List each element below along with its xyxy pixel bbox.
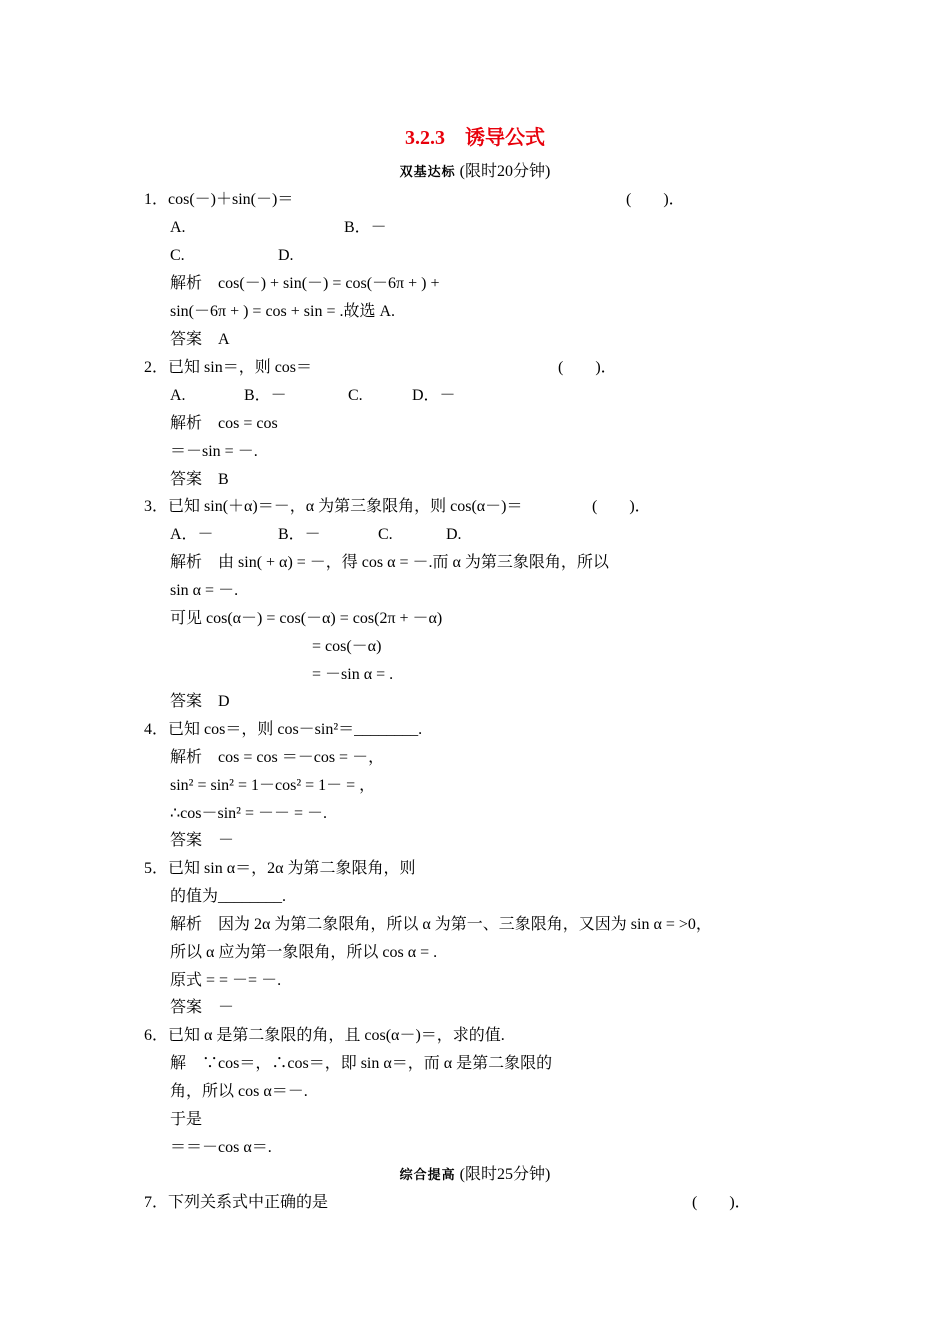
option-c: C. <box>378 526 393 543</box>
explanation-line: = －sin α = . <box>312 666 394 683</box>
question-text: 已知 sin＝，则 cos＝ <box>168 359 313 376</box>
answer-value: A <box>218 331 230 348</box>
solution-line: ＝＝－cos α＝. <box>170 1139 272 1156</box>
answer-label: 答案 <box>170 331 203 348</box>
question-6-stem <box>144 1026 505 1046</box>
answer-label: 答案 <box>170 471 203 488</box>
question-number: 4． <box>144 721 169 738</box>
option-c: C. <box>170 247 185 264</box>
option-b: B．－ <box>344 219 387 236</box>
explanation-line <box>170 274 440 294</box>
answer-bracket: ( )． <box>626 191 685 208</box>
explanation-label: 解析 <box>170 275 203 292</box>
answer-bracket: ( )． <box>692 1194 751 1211</box>
option-c: C. <box>348 387 363 404</box>
question-text: 已知 sin α＝，2α 为第二象限角，则 <box>168 860 416 877</box>
question-4-stem <box>144 720 422 740</box>
explanation-label: 解析 <box>170 749 203 766</box>
explanation-label: 解析 <box>170 415 203 432</box>
question-number: 7． <box>144 1194 169 1211</box>
answer-line <box>170 692 230 712</box>
option-a: A. <box>170 387 186 404</box>
answer-line <box>170 470 229 490</box>
answer-line <box>170 998 234 1018</box>
explanation-line: 所以 α 应为第一象限角，所以 cos α = . <box>170 944 438 961</box>
explanation-text: 由 sin( + α) = －，得 cos α = －.而 α 为第三象限角，所以 <box>218 554 609 571</box>
explanation-line: 可见 cos(α－) = cos(－α) = cos(2π + －α) <box>170 610 443 627</box>
solution-line <box>170 1054 552 1074</box>
option-a: A. <box>170 219 186 236</box>
answer-bracket: ( )． <box>592 498 651 515</box>
question-text: cos(－)＋sin(－)＝ <box>168 191 294 208</box>
option-b: B．－ <box>278 526 321 543</box>
answer-label: 答案 <box>170 999 203 1016</box>
option-d: D．－ <box>412 387 456 404</box>
option-b: B．－ <box>244 387 287 404</box>
question-number: 3． <box>144 498 169 515</box>
option-d: D. <box>278 247 294 264</box>
question-5-stem-cont: 的值为________. <box>170 888 287 905</box>
explanation-line: sin² = sin² = 1－cos² = 1－ = ， <box>170 777 376 794</box>
explanation-line: 原式 = = －= －. <box>170 972 282 989</box>
explanation-line <box>170 553 609 573</box>
option-d: D. <box>446 526 462 543</box>
question-number: 6． <box>144 1027 169 1044</box>
section-name: 双基达标 <box>399 164 456 179</box>
explanation-text: cos(－) + sin(－) = cos(－6π + ) + <box>218 275 440 292</box>
question-2-stem <box>144 358 312 378</box>
section-name: 综合提高 <box>399 1167 456 1182</box>
answer-value: － <box>218 999 235 1016</box>
question-text: 已知 α 是第二象限的角，且 cos(α－)＝，求的值. <box>168 1027 505 1044</box>
answer-label: 答案 <box>170 832 203 849</box>
answer-bracket: ( )． <box>558 359 617 376</box>
question-5-stem <box>144 859 415 879</box>
explanation-text: 因为 2α 为第二象限角，所以 α 为第一、三象限角，又因为 sin α = >0， <box>218 916 712 933</box>
section-header-basic <box>0 162 950 182</box>
explanation-text: cos = cos <box>218 415 278 432</box>
question-number: 2． <box>144 359 169 376</box>
question-text: 已知 sin(＋α)＝－，α 为第三象限角，则 cos(α－)＝ <box>168 498 523 515</box>
solution-label: 解 <box>170 1055 187 1072</box>
question-3-stem <box>144 497 522 517</box>
section-time: (限时20分钟) <box>459 163 551 180</box>
page-title: 3.2.3 诱导公式 <box>405 127 545 149</box>
question-7-stem <box>144 1193 328 1213</box>
answer-value: B <box>218 471 229 488</box>
explanation-line: ＝－sin = －. <box>170 443 258 460</box>
question-text: 已知 cos＝，则 cos－sin²＝________. <box>168 721 423 738</box>
explanation-line <box>170 915 712 935</box>
option-a: A．－ <box>170 526 214 543</box>
explanation-line: sin(－6π + ) = cos + sin = .故选 A. <box>170 303 396 320</box>
question-number: 1． <box>144 191 169 208</box>
answer-label: 答案 <box>170 693 203 710</box>
section-header-comprehensive <box>0 1165 950 1185</box>
explanation-text: cos = cos ＝－cos = －， <box>218 749 385 766</box>
section-time: (限时25分钟) <box>459 1166 551 1183</box>
explanation-line <box>170 414 278 434</box>
answer-value: － <box>218 832 235 849</box>
explanation-line <box>170 748 384 768</box>
solution-line: 于是 <box>170 1111 203 1128</box>
question-1-stem <box>144 190 293 210</box>
answer-value: D <box>218 693 230 710</box>
question-text: 下列关系式中正确的是 <box>168 1194 329 1211</box>
solution-text: ∵cos＝，∴cos＝，即 sin α＝，而 α 是第二象限的 <box>202 1055 553 1072</box>
explanation-line: sin α = －. <box>170 582 239 599</box>
explanation-line: = cos(－α) <box>312 638 382 655</box>
explanation-line: ∴cos－sin² = －－ = －. <box>170 805 328 822</box>
answer-line <box>170 831 234 851</box>
explanation-label: 解析 <box>170 916 203 933</box>
solution-line: 角，所以 cos α＝－. <box>170 1083 308 1100</box>
explanation-label: 解析 <box>170 554 203 571</box>
answer-line <box>170 330 230 350</box>
question-number: 5． <box>144 860 169 877</box>
